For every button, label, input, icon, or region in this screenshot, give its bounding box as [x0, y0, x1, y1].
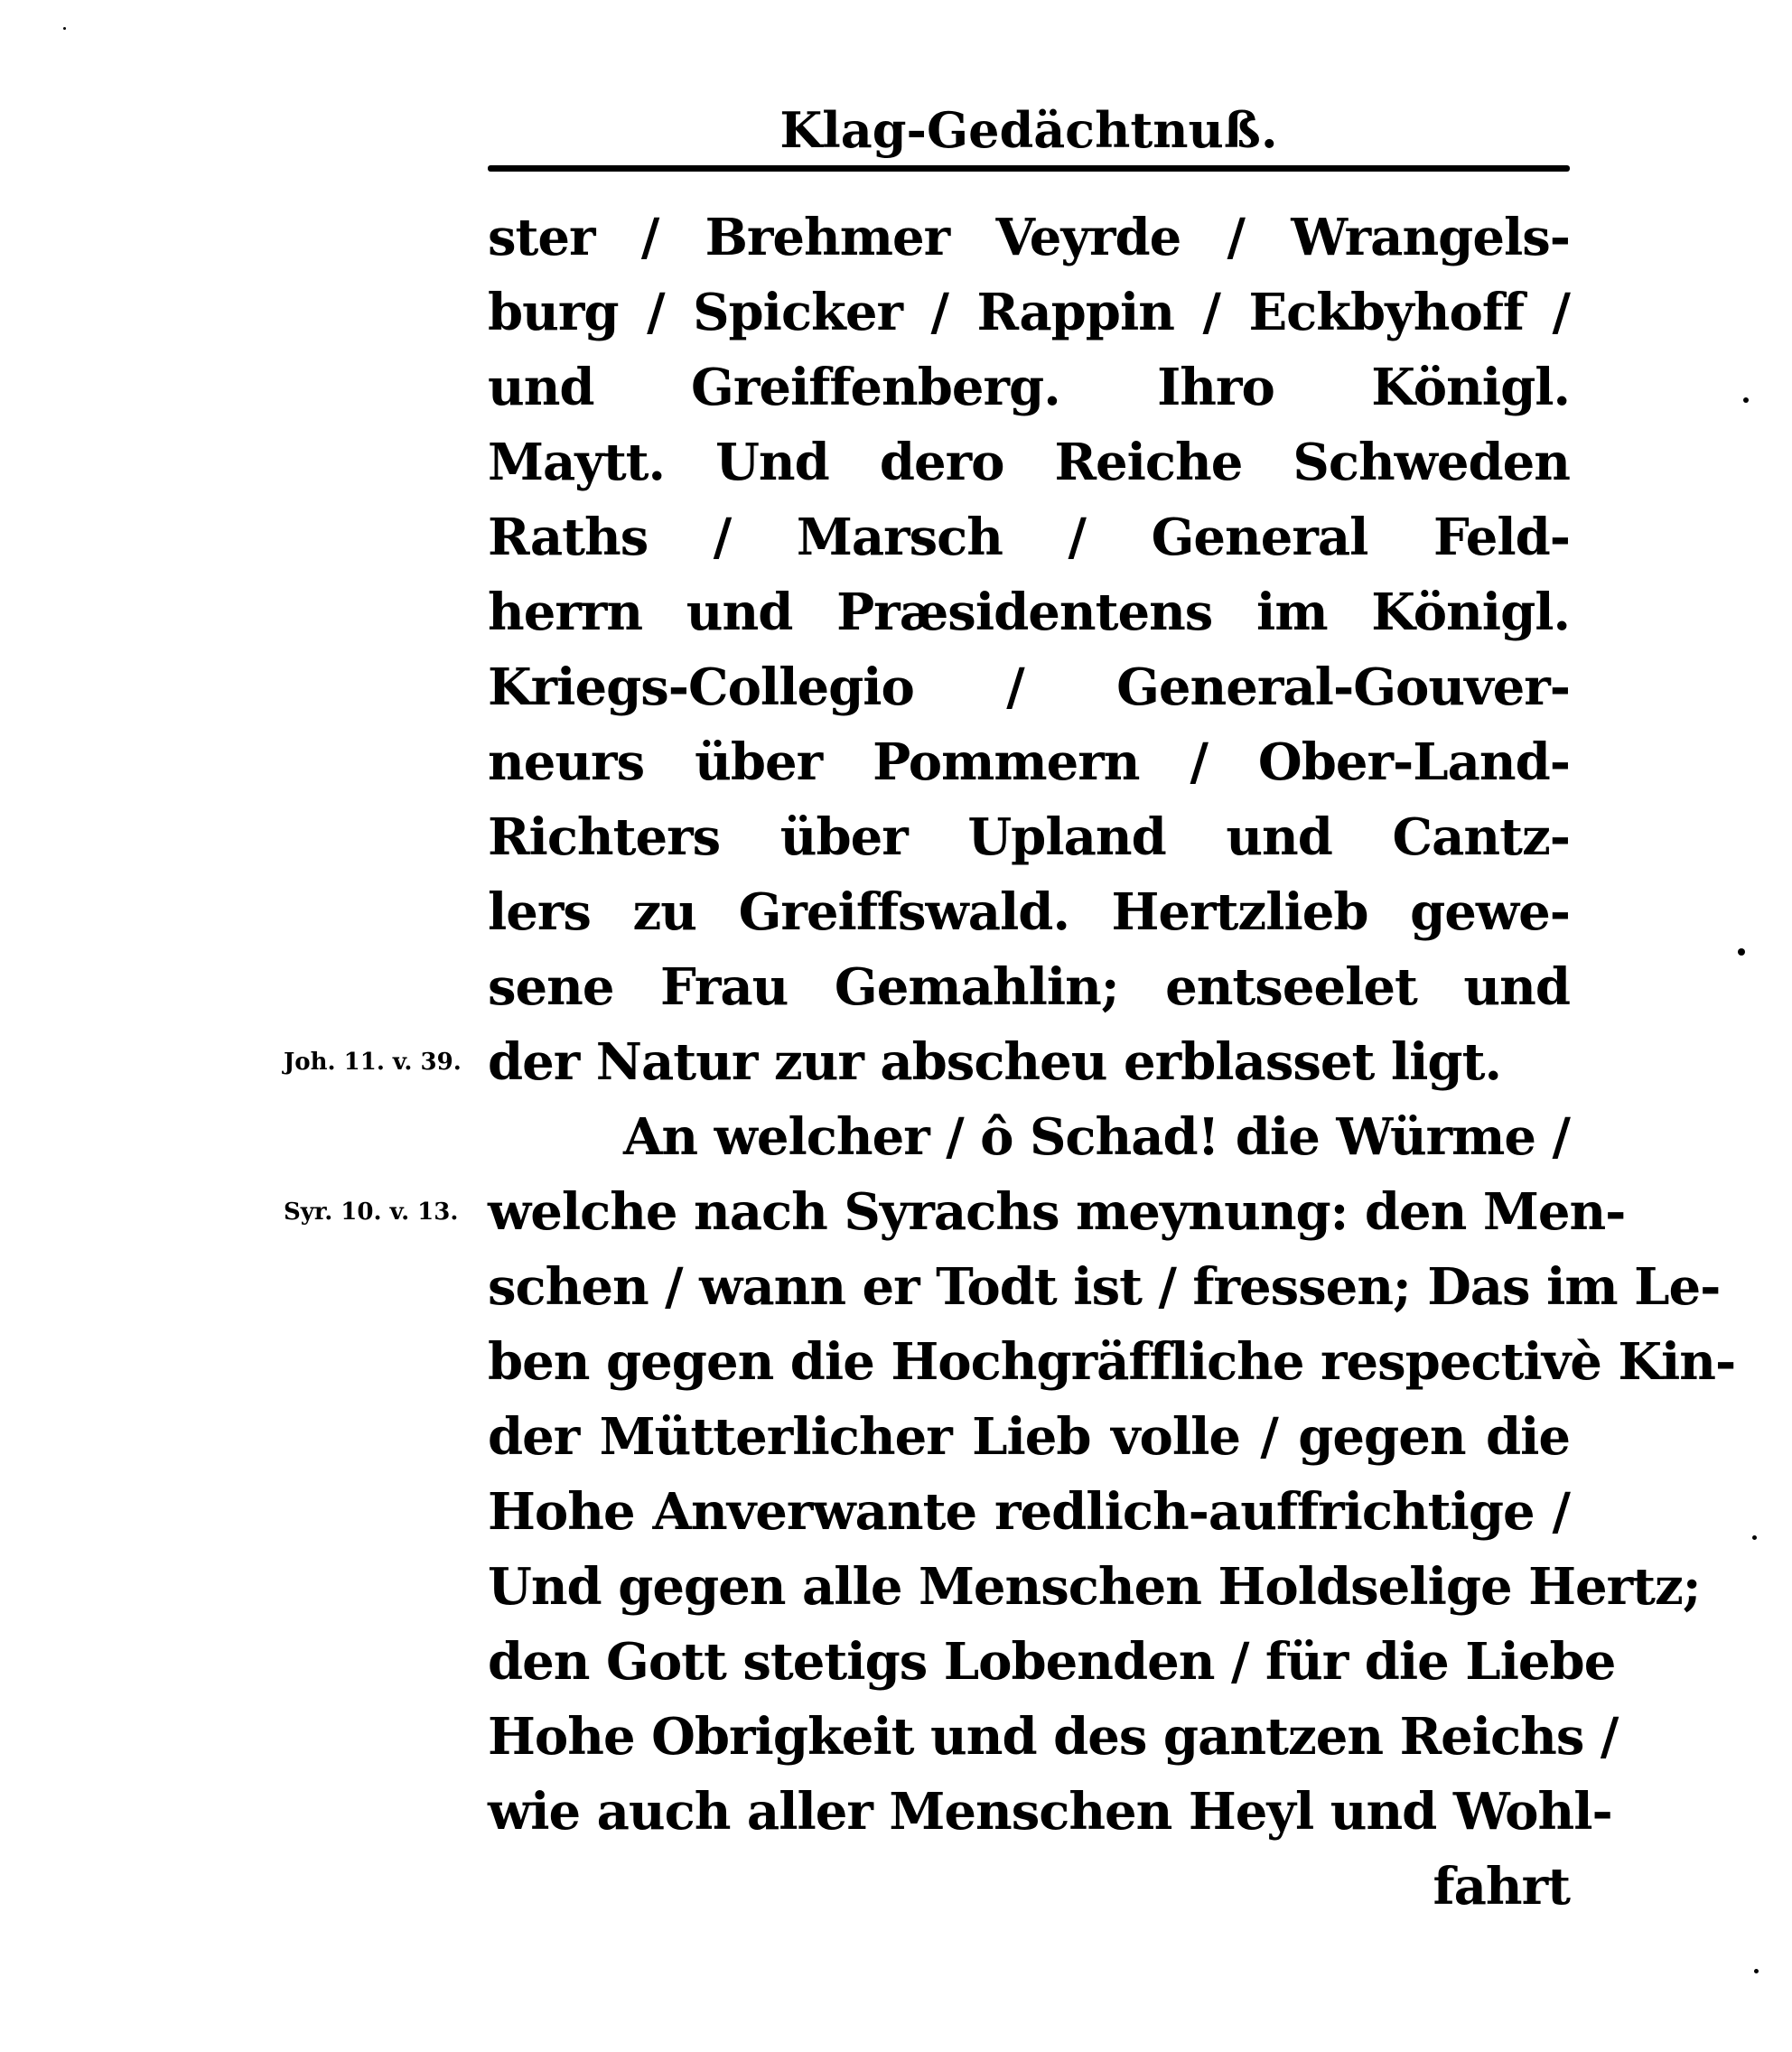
scan-speck: [1738, 948, 1745, 956]
text-line: ster / Brehmer Veyrde / Wrangels-: [488, 208, 1570, 267]
text-line: lers zu Greiffswald. Hertzlieb gewe-: [488, 882, 1570, 942]
text-line: der Mütterlicher Lieb volle / gegen die: [488, 1407, 1570, 1467]
scan-speck: [1754, 1969, 1759, 1973]
text-line: sene Frau Gemahlin; entseelet und: [488, 957, 1570, 1017]
text-line: Raths / Marsch / General Feld-: [488, 508, 1570, 567]
text-line: der Natur zur abscheu erblasset ligt.: [488, 1032, 1501, 1092]
header-rule: [488, 165, 1570, 172]
text-line: neurs über Pommern / Ober-Land-: [488, 732, 1570, 792]
text-line: Richters über Upland und Cantz-: [488, 807, 1570, 867]
text-line: wie auch aller Menschen Heyl und Wohl-: [488, 1782, 1612, 1842]
text-line: Und gegen alle Menschen Holdselige Hertz;: [488, 1557, 1701, 1617]
text-line: den Gott stetigs Lobenden / für die Liebe: [488, 1632, 1616, 1692]
text-line: schen / wann er Todt ist / fressen; Das im Le-: [488, 1257, 1721, 1317]
margin-note: Joh. 11. v. 39.: [284, 1049, 462, 1076]
text-line: Hohe Anverwante redlich-auffrichtige /: [488, 1482, 1570, 1542]
text-line: burg / Spicker / Rappin / Eckbyhoff /: [488, 283, 1570, 342]
scan-speck: [63, 27, 66, 30]
text-line: Kriegs-Collegio / General-Gouver-: [488, 658, 1570, 717]
margin-note: Syr. 10. v. 13.: [284, 1199, 459, 1226]
text-line: ben gegen die Hochgräffliche respectivè Kin-: [488, 1332, 1736, 1392]
scan-speck: [1743, 397, 1749, 403]
text-line: herrn und Præsidentens im Königl.: [488, 583, 1570, 642]
text-line: und Greiffenberg. Ihro Königl.: [488, 358, 1570, 417]
running-head-title: Klag-Gedächtnuß.: [779, 101, 1278, 159]
text-line: Hohe Obrigkeit und des gantzen Reichs /: [488, 1707, 1619, 1767]
text-line: fahrt: [1433, 1857, 1570, 1917]
text-line: An welcher / ô Schad! die Würme /: [622, 1107, 1570, 1167]
text-line: Maytt. Und dero Reiche Schweden: [488, 433, 1570, 492]
text-line: welche nach Syrachs meynung: den Men-: [488, 1182, 1626, 1242]
scan-speck: [1752, 1535, 1757, 1540]
